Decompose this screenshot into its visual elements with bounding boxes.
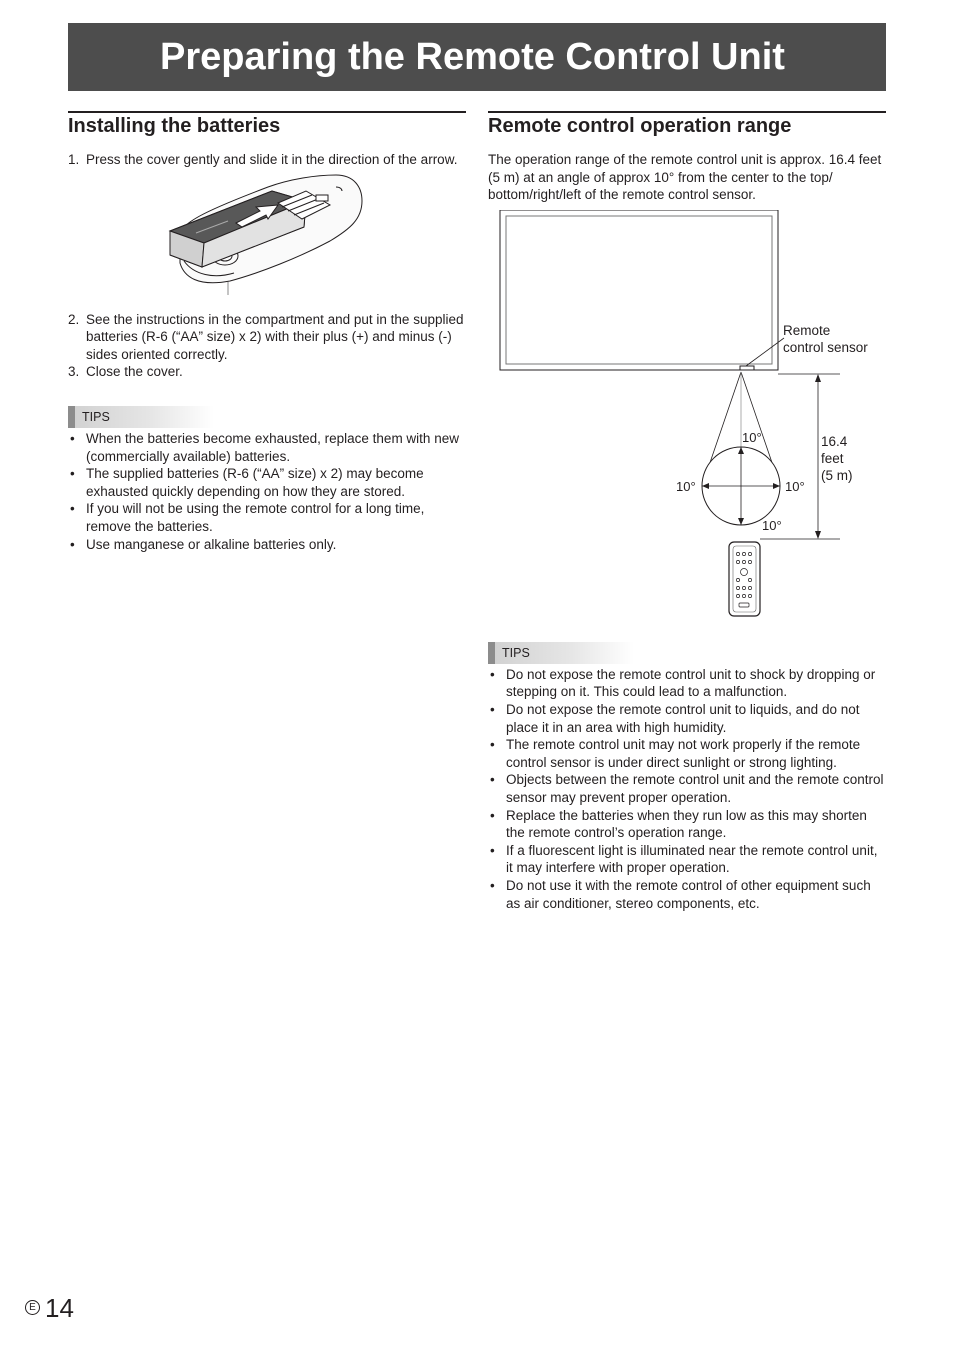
tip-text: If you will not be using the remote control for a long time, remove the batteries.: [86, 501, 425, 534]
tip-text: If a fluorescent light is illuminated near the remote control unit, it may interfere with proper operation.: [506, 842, 878, 876]
distance-label-line-1: 16.4: [821, 433, 848, 449]
tip-text: Objects between the remote control unit and the remote control sensor may prevent proper operation.: [506, 772, 884, 805]
tip-text: When the batteries become exhausted, replace them with new (commercially available) batteries.: [86, 430, 459, 464]
operation-range-diagram: [488, 210, 886, 622]
operation-range-section: [488, 111, 886, 912]
step-number: 2.: [68, 311, 80, 327]
tips-label: TIPS: [68, 406, 214, 428]
step-number: 3.: [68, 364, 80, 380]
tip-item: • Replace the batteries when they run low as this may shorten the remote control’s operation range.: [490, 807, 867, 841]
operation-range-heading: Remote control operation range: [488, 111, 886, 138]
tip-text: Replace the batteries when they run low as this may shorten the remote control’s operation range.: [506, 807, 867, 841]
battery-tips-list: [68, 430, 466, 553]
page-title: Preparing the Remote Control Unit: [68, 23, 886, 91]
step-item: [68, 151, 466, 169]
step-item: [68, 311, 466, 364]
display-monitor: [500, 210, 778, 370]
installing-batteries-section: [68, 111, 466, 553]
operation-range-tips-list: [488, 666, 886, 912]
tip-item: • Objects between the remote control unit and the remote control sensor may prevent proper operation.: [490, 772, 884, 805]
angle-label-right: 10°: [785, 478, 805, 494]
sensor-label-line-2: control sensor: [783, 339, 868, 355]
tip-item: • Do not expose the remote control unit to liquids, and do not place it in an area with high humidity.: [490, 701, 860, 735]
step-item: [68, 363, 466, 381]
sensor-label-line-1: Remote: [783, 322, 831, 338]
tip-item: • Do not expose the remote control unit to shock by dropping or stepping on it. This could lead to a malfunction.: [490, 666, 876, 700]
tips-label: TIPS: [488, 642, 634, 664]
tip-text: Do not expose the remote control unit to shock by dropping or stepping on it. This could lead to a malfunction.: [506, 666, 876, 700]
tip-item: • If a fluorescent light is illuminated near the remote control unit, it may interfere with proper operation.: [490, 842, 878, 876]
tip-item: • Do not use it with the remote control of other equipment such as air conditioner, stereo components, etc.: [490, 877, 871, 911]
step-text: See the instructions in the compartment and put in the supplied batteries (R-6 (“AA” size) x 2) with their plus (+) and minus (-) sides oriented correctly.: [86, 311, 464, 362]
operation-range-intro: The operation range of the remote control unit is approx. 16.4 feet (5 m) at an angle of approx 10° from the center to the top/ bottom/right/left of the remote control sensor.: [488, 152, 882, 203]
angle-label-top: 10°: [742, 429, 762, 445]
tip-text: The remote control unit may not work properly if the remote control sensor is under direct sunlight or strong lighting.: [506, 737, 861, 770]
angle-label-left: 10°: [676, 478, 696, 494]
tip-text: The supplied batteries (R-6 (“AA” size) x 2) may become exhausted quickly depending on how they are stored.: [86, 466, 424, 499]
tip-item: • The supplied batteries (R-6 (“AA” size) x 2) may become exhausted quickly depending on how they are stored.: [70, 466, 424, 499]
battery-steps-part-1: [68, 151, 466, 169]
language-mark: E: [25, 1300, 40, 1315]
page-number: 14: [45, 1293, 74, 1323]
installing-batteries-heading: Installing the batteries: [68, 111, 466, 138]
step-text: Press the cover gently and slide it in the direction of the arrow.: [86, 152, 458, 167]
tip-text: Do not expose the remote control unit to liquids, and do not place it in an area with high humidity.: [506, 701, 860, 735]
tip-item: • When the batteries become exhausted, replace them with new (commercially available) batteries.: [70, 430, 459, 464]
remote-battery-cover-illustration: [68, 173, 466, 297]
remote-control-illustration: [729, 542, 760, 616]
step-text: Close the cover.: [86, 364, 183, 380]
distance-label-line-2: feet: [821, 450, 844, 466]
distance-label-line-3: (5 m): [821, 467, 853, 483]
tip-item: • The remote control unit may not work properly if the remote control sensor is under direct sunlight or strong lighting.: [490, 737, 861, 770]
tip-text: Do not use it with the remote control of other equipment such as air conditioner, stereo components, etc.: [506, 877, 871, 911]
tip-item: • If you will not be using the remote control for a long time, remove the batteries.: [70, 501, 425, 534]
step-number: 1.: [68, 152, 80, 167]
battery-steps-part-2: [68, 311, 466, 381]
angle-label-bottom: 10°: [762, 517, 782, 533]
tip-text: Use manganese or alkaline batteries only.: [86, 536, 337, 552]
tip-item: • Use manganese or alkaline batteries only.: [70, 536, 337, 552]
